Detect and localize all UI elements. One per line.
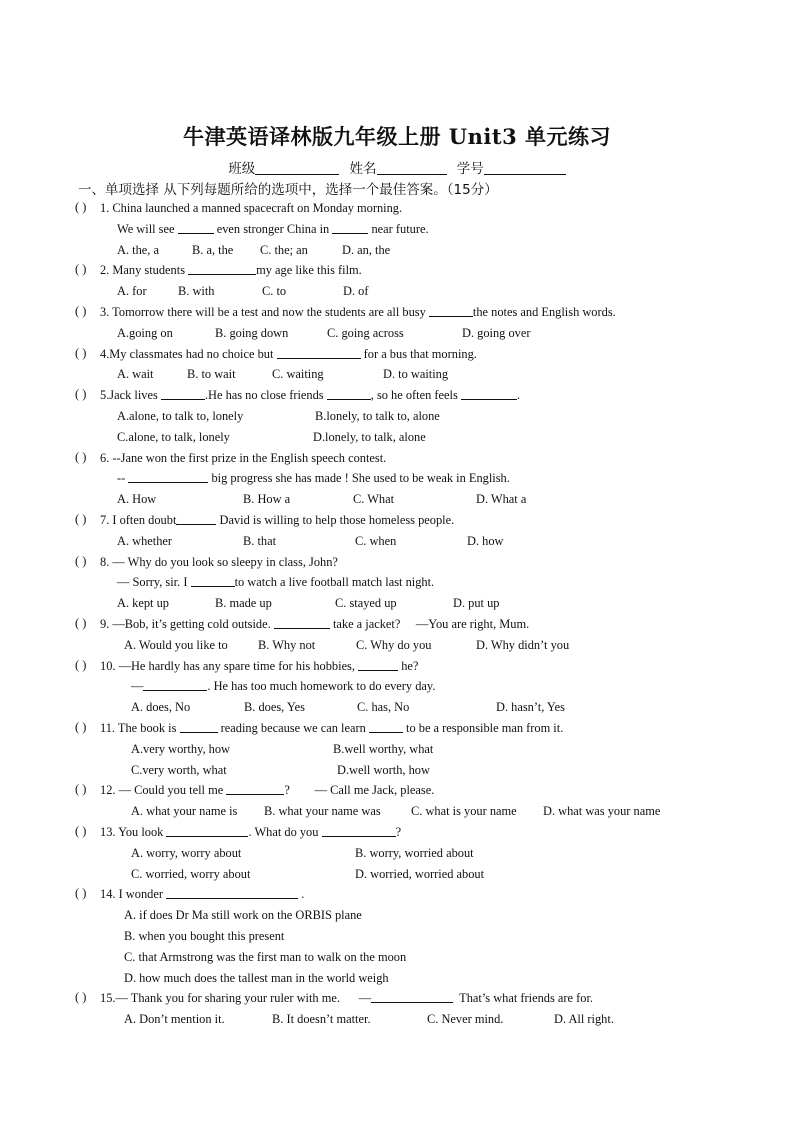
option-d[interactable]: D. What a: [476, 492, 527, 506]
option-b[interactable]: B. going down: [215, 326, 289, 340]
number-label: 学号: [456, 161, 484, 177]
option-a[interactable]: A. Would you like to: [124, 638, 228, 652]
option-b[interactable]: B. worry, worried about: [355, 846, 474, 860]
option-a[interactable]: A.going on: [117, 326, 173, 340]
option-d[interactable]: D. going over: [462, 326, 531, 340]
option-a[interactable]: A. Don’t mention it.: [124, 1012, 225, 1026]
option-b[interactable]: B. How a: [243, 492, 291, 506]
option-d[interactable]: D.lonely, to talk, alone: [313, 430, 426, 444]
option-c[interactable]: C. waiting: [272, 367, 324, 381]
question-15-stem: 15.— Thank you for sharing your ruler with me. — That’s what friends are for.: [100, 991, 593, 1005]
option-c[interactable]: C. going across: [327, 326, 404, 340]
option-d[interactable]: D. how: [467, 534, 504, 548]
option-b[interactable]: B.lonely, to talk to, alone: [315, 409, 440, 423]
option-a[interactable]: A. if does Dr Ma still work on the ORBIS plane: [124, 908, 362, 922]
answer-paren[interactable]: ( ): [75, 616, 87, 630]
option-c[interactable]: C. when: [355, 534, 397, 548]
answer-paren[interactable]: ( ): [75, 990, 87, 1004]
option-d[interactable]: D. All right.: [554, 1012, 614, 1026]
class-label: 班级: [228, 161, 256, 177]
option-c[interactable]: C. Why do you: [356, 638, 432, 652]
option-b[interactable]: B. Why not: [258, 638, 316, 652]
option-b[interactable]: B. does, Yes: [244, 700, 305, 714]
answer-paren[interactable]: ( ): [75, 262, 87, 276]
student-info-row: [0, 157, 794, 177]
answer-paren[interactable]: ( ): [75, 450, 87, 464]
answer-paren[interactable]: ( ): [75, 512, 87, 526]
option-c[interactable]: C. the; an: [260, 243, 308, 257]
answer-paren[interactable]: ( ): [75, 200, 87, 214]
option-b[interactable]: B. when you bought this present: [124, 929, 285, 943]
option-c[interactable]: C. that Armstrong was the first man to walk on the moon: [124, 950, 407, 964]
section-heading: 一、单项选择 从下列每题所给的选项中，选择一个最佳答案。（15分）: [78, 182, 498, 198]
option-d[interactable]: D. what was your name: [543, 804, 661, 818]
option-b[interactable]: B. a, the: [192, 243, 234, 257]
option-a[interactable]: A. worry, worry about: [131, 846, 242, 860]
question-1-stem: 1. China launched a manned spacecraft on Monday morning.: [100, 201, 403, 215]
answer-paren[interactable]: ( ): [75, 387, 87, 401]
option-c[interactable]: C. to: [262, 284, 287, 298]
option-d[interactable]: D.well worth, how: [337, 763, 430, 777]
question-1-line2: We will see even stronger China in near future.: [117, 222, 429, 236]
question-13-stem: 13. You look . What do you ?: [100, 825, 402, 839]
option-c[interactable]: C. Never mind.: [427, 1012, 504, 1026]
option-d[interactable]: D. put up: [453, 596, 500, 610]
name-label: 姓名: [349, 161, 377, 177]
option-d[interactable]: D. Why didn’t you: [476, 638, 570, 652]
option-a[interactable]: A. what your name is: [131, 804, 238, 818]
question-8-stem: 8. — Why do you look so sleepy in class, John?: [100, 555, 338, 569]
option-a[interactable]: A.alone, to talk to, lonely: [117, 409, 244, 423]
option-a[interactable]: A. the, a: [117, 243, 159, 257]
option-b[interactable]: B. to wait: [187, 367, 236, 381]
option-b[interactable]: B. It doesn’t matter.: [272, 1012, 371, 1026]
option-d[interactable]: D. how much does the tallest man in the world weigh: [124, 971, 389, 985]
question-7-stem: 7. I often doubt David is willing to help those homeless people.: [100, 513, 455, 527]
answer-paren[interactable]: ( ): [75, 658, 87, 672]
option-c[interactable]: C. worried, worry about: [131, 867, 251, 881]
page-title: 牛津英语译林版九年级上册 Unit3 单元练习: [183, 124, 611, 149]
question-8-line2: — Sorry, sir. I to watch a live football match last night.: [117, 575, 435, 589]
option-d[interactable]: D. hasn’t, Yes: [496, 700, 565, 714]
question-4-stem: 4.My classmates had no choice but for a bus that morning.: [100, 347, 477, 361]
option-a[interactable]: A. for: [117, 284, 147, 298]
answer-paren[interactable]: ( ): [75, 346, 87, 360]
option-a[interactable]: A. wait: [117, 367, 154, 381]
question-10-stem: 10. —He hardly has any spare time for his hobbies, he?: [100, 659, 419, 673]
question-10-line2: — . He has too much homework to do every day.: [131, 679, 436, 693]
option-b[interactable]: B. with: [178, 284, 215, 298]
option-c[interactable]: C. stayed up: [335, 596, 397, 610]
question-12-stem: 12. — Could you tell me ? — Call me Jack, please.: [100, 783, 435, 797]
option-c[interactable]: C. has, No: [357, 700, 410, 714]
answer-paren[interactable]: ( ): [75, 554, 87, 568]
class-blank[interactable]: [255, 161, 339, 175]
question-5-stem: 5.Jack lives .He has no close friends , so he often feels .: [100, 388, 521, 402]
option-c[interactable]: C. what is your name: [411, 804, 517, 818]
question-11-stem: 11. The book is reading because we can learn to be a responsible man from it.: [100, 721, 564, 735]
option-d[interactable]: D. an, the: [342, 243, 391, 257]
answer-paren[interactable]: ( ): [75, 304, 87, 318]
question-3-stem: 3. Tomorrow there will be a test and now the students are all busy the notes and English words.: [100, 305, 616, 319]
question-6-line2: -- big progress she has made ! She used to be weak in English.: [117, 471, 510, 485]
option-c[interactable]: C.alone, to talk, lonely: [117, 430, 230, 444]
option-b[interactable]: B. that: [243, 534, 277, 548]
option-b[interactable]: B. what your name was: [264, 804, 381, 818]
option-d[interactable]: D. worried, worried about: [355, 867, 485, 881]
option-b[interactable]: B. made up: [215, 596, 272, 610]
option-d[interactable]: D. of: [343, 284, 369, 298]
option-c[interactable]: C.very worth, what: [131, 763, 227, 777]
question-2-stem: 2. Many students my age like this film.: [100, 263, 362, 277]
number-blank[interactable]: [484, 161, 566, 175]
answer-paren[interactable]: ( ): [75, 720, 87, 734]
answer-paren[interactable]: ( ): [75, 782, 87, 796]
option-d[interactable]: D. to waiting: [383, 367, 449, 381]
answer-paren[interactable]: ( ): [75, 886, 87, 900]
option-a[interactable]: A. kept up: [117, 596, 169, 610]
option-b[interactable]: B.well worthy, what: [333, 742, 434, 756]
option-a[interactable]: A. whether: [117, 534, 173, 548]
question-6-stem: 6. --Jane won the first prize in the English speech contest.: [100, 451, 387, 465]
option-a[interactable]: A.very worthy, how: [131, 742, 230, 756]
answer-paren[interactable]: ( ): [75, 824, 87, 838]
option-c[interactable]: C. What: [353, 492, 395, 506]
name-blank[interactable]: [377, 161, 447, 175]
option-a[interactable]: A. How: [117, 492, 157, 506]
question-14-stem: 14. I wonder .: [100, 887, 305, 901]
option-a[interactable]: A. does, No: [131, 700, 191, 714]
question-9-stem: 9. —Bob, it’s getting cold outside. take a jacket? —You are right, Mum.: [100, 617, 530, 631]
